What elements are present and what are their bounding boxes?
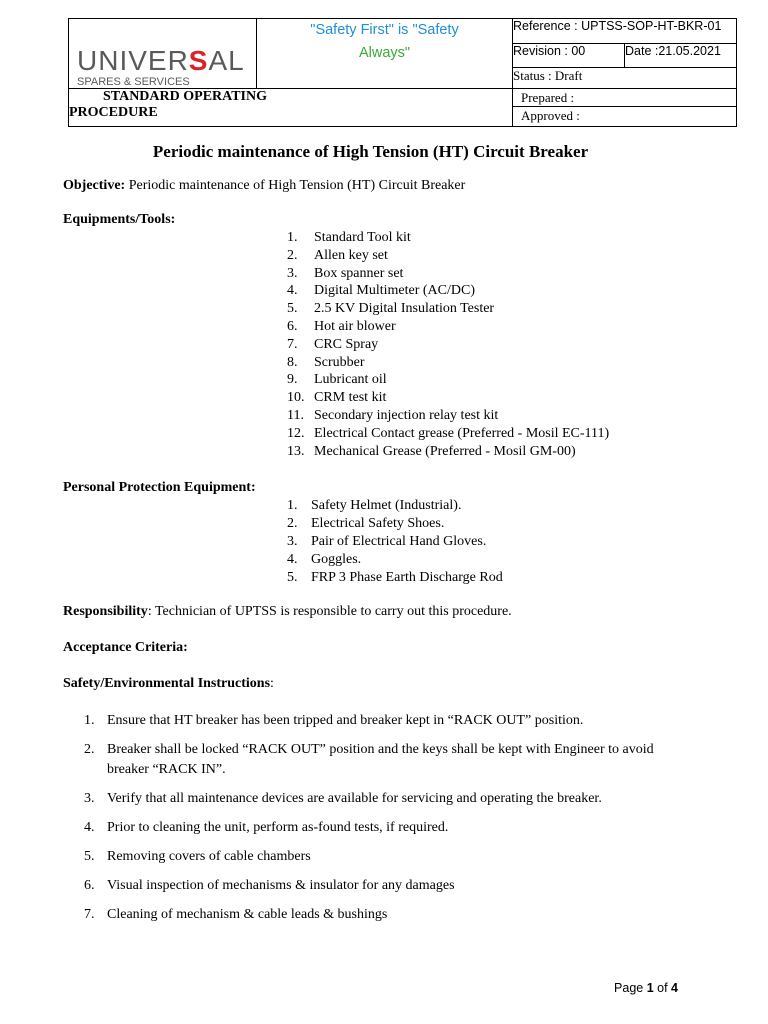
list-number: 12. bbox=[287, 425, 305, 441]
list-number: 3. bbox=[84, 791, 95, 806]
list-text: Electrical Contact grease (Preferred - Mosil EC-111) bbox=[314, 425, 610, 441]
list-number: 13. bbox=[287, 443, 305, 459]
page-number: Page 1 of 4 bbox=[614, 981, 678, 995]
list-number: 7. bbox=[287, 336, 298, 352]
approval-cells bbox=[513, 89, 737, 127]
list-number: 2. bbox=[287, 247, 298, 263]
list-text: Cleaning of mechanism & cable leads & bushings bbox=[107, 907, 388, 922]
tool-item bbox=[287, 371, 609, 389]
logo-swoosh-icon: S bbox=[188, 45, 209, 76]
safety-instructions-list bbox=[84, 711, 684, 934]
list-text: Removing covers of cable chambers bbox=[107, 849, 311, 864]
safety-instruction bbox=[84, 789, 684, 809]
list-number: 8. bbox=[287, 354, 298, 370]
list-number: 6. bbox=[287, 318, 298, 334]
list-number: 2. bbox=[287, 516, 298, 531]
list-number: 1. bbox=[287, 498, 298, 513]
list-text: Scrubber bbox=[314, 354, 365, 370]
tool-item bbox=[287, 229, 609, 247]
ppe-item bbox=[287, 515, 503, 533]
reference-cell: Reference : UPTSS-SOP-HT-BKR-01 bbox=[513, 19, 737, 44]
list-text: Electrical Safety Shoes. bbox=[311, 516, 445, 531]
list-text: Secondary injection relay test kit bbox=[314, 407, 499, 423]
list-text: Visual inspection of mechanisms & insulator for any damages bbox=[107, 878, 455, 893]
list-text: Lubricant oil bbox=[314, 372, 387, 388]
prepared-cell: Prepared : bbox=[513, 89, 736, 107]
list-text: Standard Tool kit bbox=[314, 230, 411, 245]
tool-item bbox=[287, 265, 609, 283]
list-text: Allen key set bbox=[314, 247, 388, 263]
list-text: Prior to cleaning the unit, perform as-found tests, if required. bbox=[107, 820, 449, 835]
list-number: 4. bbox=[84, 820, 95, 835]
list-text: Goggles. bbox=[311, 552, 362, 567]
list-number: 11. bbox=[287, 407, 304, 423]
ppe-heading: Personal Protection Equipment: bbox=[63, 480, 256, 495]
list-text: Mechanical Grease (Preferred - Mosil GM-00) bbox=[314, 443, 576, 459]
safety-heading: Safety/Environmental Instructions: bbox=[63, 676, 274, 691]
list-text: Digital Multimeter (AC/DC) bbox=[314, 283, 475, 299]
ppe-list bbox=[287, 497, 503, 587]
ppe-item bbox=[287, 497, 503, 515]
tool-item bbox=[287, 443, 609, 461]
acceptance-heading: Acceptance Criteria: bbox=[63, 640, 188, 655]
list-number: 3. bbox=[287, 534, 298, 549]
safety-instruction bbox=[84, 847, 684, 867]
list-number: 2. bbox=[84, 742, 95, 757]
tools-heading: Equipments/Tools: bbox=[63, 212, 176, 227]
list-number: 3. bbox=[287, 265, 298, 281]
safety-instruction bbox=[84, 876, 684, 896]
list-number: 9. bbox=[287, 372, 298, 388]
list-text: Safety Helmet (Industrial). bbox=[311, 498, 462, 513]
safety-tagline: "Safety First" is "Safety Always" bbox=[257, 19, 513, 89]
status-cell: Status : Draft bbox=[513, 68, 737, 89]
list-number: 4. bbox=[287, 552, 298, 567]
list-number: 1. bbox=[84, 713, 95, 728]
logo-subtitle: SPARES & SERVICES bbox=[77, 76, 190, 88]
list-text: Box spanner set bbox=[314, 265, 404, 281]
list-text: 2.5 KV Digital Insulation Tester bbox=[314, 301, 495, 317]
document-type: STANDARD OPERATING PROCEDURE bbox=[69, 89, 513, 127]
tool-item bbox=[287, 247, 609, 265]
logo-wordmark: UNIVERSAL bbox=[77, 45, 245, 76]
list-text: Ensure that HT breaker has been tripped and breaker kept in “RACK OUT” position. bbox=[107, 713, 584, 728]
safety-instruction bbox=[84, 740, 684, 780]
list-text: Hot air blower bbox=[314, 318, 396, 334]
tool-item bbox=[287, 425, 609, 443]
list-number: 7. bbox=[84, 907, 95, 922]
tool-item bbox=[287, 354, 609, 372]
tool-item bbox=[287, 407, 609, 425]
safety-instruction bbox=[84, 711, 684, 731]
list-text: CRC Spray bbox=[314, 336, 379, 352]
ppe-item bbox=[287, 551, 503, 569]
list-text: CRM test kit bbox=[314, 390, 387, 406]
list-text: FRP 3 Phase Earth Discharge Rod bbox=[311, 570, 503, 585]
tool-item bbox=[287, 389, 609, 407]
list-number: 5. bbox=[84, 849, 95, 864]
tool-item bbox=[287, 300, 609, 318]
safety-instruction bbox=[84, 818, 684, 838]
list-number: 10. bbox=[287, 390, 305, 406]
list-number: 1. bbox=[287, 230, 298, 245]
approved-cell: Approved : bbox=[521, 108, 580, 123]
list-number: 5. bbox=[287, 301, 298, 317]
date-cell: Date :21.05.2021 bbox=[625, 43, 737, 68]
list-text: Verify that all maintenance devices are available for servicing and operating the breaker. bbox=[107, 791, 602, 806]
ppe-item bbox=[287, 533, 503, 551]
list-number: 4. bbox=[287, 283, 298, 299]
list-text: Pair of Electrical Hand Gloves. bbox=[311, 534, 487, 549]
document-header bbox=[68, 18, 737, 127]
list-text: Breaker shall be locked “RACK OUT” position and the keys shall be kept with Engineer to avoid breaker “RACK IN”. bbox=[107, 742, 654, 777]
objective: Objective: Periodic maintenance of High Tension (HT) Circuit Breaker bbox=[63, 178, 466, 193]
tool-item bbox=[287, 282, 609, 300]
list-number: 6. bbox=[84, 878, 95, 893]
tools-list bbox=[287, 229, 609, 460]
page-title: Periodic maintenance of High Tension (HT) Circuit Breaker bbox=[152, 142, 589, 161]
tool-item bbox=[287, 318, 609, 336]
list-number: 5. bbox=[287, 570, 298, 585]
company-logo bbox=[69, 19, 257, 89]
tool-item bbox=[287, 336, 609, 354]
revision-cell: Revision : 00 bbox=[513, 43, 625, 68]
ppe-item bbox=[287, 569, 503, 587]
responsibility: Responsibility: Technician of UPTSS is responsible to carry out this procedure. bbox=[63, 604, 512, 619]
safety-instruction bbox=[84, 905, 684, 925]
